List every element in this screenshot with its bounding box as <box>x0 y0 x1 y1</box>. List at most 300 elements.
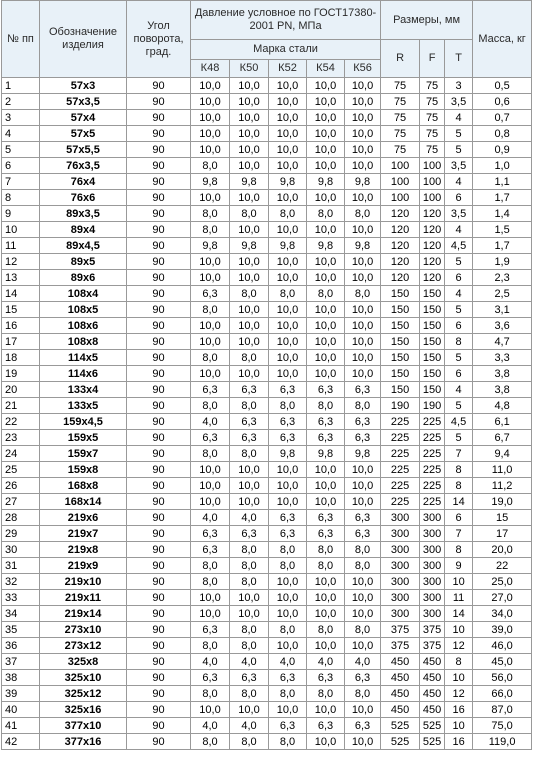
cell-dim-r: 75 <box>381 126 420 142</box>
cell-dim-f: 75 <box>420 94 445 110</box>
cell-k54: 8,0 <box>307 286 345 302</box>
cell-designation: 89х5 <box>40 254 127 270</box>
table-row <box>2 734 532 750</box>
cell-k56: 6,3 <box>345 414 381 430</box>
cell-dim-f: 225 <box>420 494 445 510</box>
cell-mass: 56,0 <box>473 670 532 686</box>
cell-k50: 10,0 <box>230 126 269 142</box>
cell-mass: 17 <box>473 526 532 542</box>
cell-k54: 10,0 <box>307 126 345 142</box>
cell-k56: 10,0 <box>345 158 381 174</box>
cell-dim-f: 300 <box>420 558 445 574</box>
cell-k50: 8,0 <box>230 446 269 462</box>
cell-k48: 4,0 <box>191 510 230 526</box>
cell-designation: 219х6 <box>40 510 127 526</box>
cell-dim-t: 8 <box>445 542 473 558</box>
cell-k52: 10,0 <box>269 350 307 366</box>
cell-dim-f: 375 <box>420 638 445 654</box>
cell-dim-t: 4 <box>445 222 473 238</box>
table-header <box>2 1 532 78</box>
cell-mass: 27,0 <box>473 590 532 606</box>
cell-dim-t: 9 <box>445 558 473 574</box>
cell-angle: 90 <box>127 686 191 702</box>
cell-dim-r: 150 <box>381 366 420 382</box>
cell-dim-r: 75 <box>381 78 420 94</box>
cell-k48: 8,0 <box>191 302 230 318</box>
cell-num: 9 <box>2 206 40 222</box>
cell-angle: 90 <box>127 590 191 606</box>
cell-k54: 10,0 <box>307 78 345 94</box>
cell-mass: 3,3 <box>473 350 532 366</box>
cell-dim-f: 375 <box>420 622 445 638</box>
cell-k56: 8,0 <box>345 558 381 574</box>
cell-dim-r: 450 <box>381 670 420 686</box>
cell-k54: 9,8 <box>307 238 345 254</box>
cell-k54: 10,0 <box>307 478 345 494</box>
cell-k50: 4,0 <box>230 718 269 734</box>
cell-dim-t: 5 <box>445 142 473 158</box>
cell-k48: 8,0 <box>191 206 230 222</box>
cell-k54: 9,8 <box>307 174 345 190</box>
cell-k56: 9,8 <box>345 446 381 462</box>
cell-k56: 8,0 <box>345 542 381 558</box>
cell-num: 7 <box>2 174 40 190</box>
cell-k52: 8,0 <box>269 542 307 558</box>
cell-num: 1 <box>2 78 40 94</box>
cell-dim-t: 4,5 <box>445 414 473 430</box>
cell-k50: 10,0 <box>230 302 269 318</box>
cell-dim-f: 75 <box>420 78 445 94</box>
cell-k52: 8,0 <box>269 622 307 638</box>
cell-mass: 87,0 <box>473 702 532 718</box>
cell-angle: 90 <box>127 350 191 366</box>
cell-k52: 10,0 <box>269 254 307 270</box>
cell-dim-t: 6 <box>445 190 473 206</box>
cell-k50: 10,0 <box>230 590 269 606</box>
cell-designation: 168х14 <box>40 494 127 510</box>
cell-angle: 90 <box>127 430 191 446</box>
cell-dim-f: 450 <box>420 670 445 686</box>
table-row <box>2 190 532 206</box>
cell-dim-f: 225 <box>420 462 445 478</box>
cell-k54: 8,0 <box>307 206 345 222</box>
cell-k54: 10,0 <box>307 190 345 206</box>
cell-k54: 10,0 <box>307 302 345 318</box>
cell-dim-f: 150 <box>420 366 445 382</box>
cell-dim-r: 75 <box>381 142 420 158</box>
cell-dim-f: 450 <box>420 702 445 718</box>
cell-num: 10 <box>2 222 40 238</box>
cell-k52: 10,0 <box>269 302 307 318</box>
cell-dim-f: 75 <box>420 142 445 158</box>
cell-dim-f: 75 <box>420 110 445 126</box>
cell-dim-t: 6 <box>445 366 473 382</box>
cell-mass: 3,6 <box>473 318 532 334</box>
cell-k48: 6,3 <box>191 542 230 558</box>
cell-num: 26 <box>2 478 40 494</box>
cell-k52: 8,0 <box>269 286 307 302</box>
cell-k54: 10,0 <box>307 222 345 238</box>
cell-k52: 10,0 <box>269 110 307 126</box>
cell-k56: 8,0 <box>345 286 381 302</box>
cell-k52: 8,0 <box>269 558 307 574</box>
cell-angle: 90 <box>127 190 191 206</box>
header-steel-grade: Марка стали <box>191 40 381 60</box>
cell-dim-t: 6 <box>445 510 473 526</box>
cell-num: 23 <box>2 430 40 446</box>
cell-k50: 10,0 <box>230 158 269 174</box>
cell-num: 11 <box>2 238 40 254</box>
cell-k48: 8,0 <box>191 158 230 174</box>
cell-k56: 10,0 <box>345 606 381 622</box>
cell-dim-t: 14 <box>445 606 473 622</box>
cell-dim-t: 8 <box>445 462 473 478</box>
cell-angle: 90 <box>127 270 191 286</box>
table-row <box>2 462 532 478</box>
cell-k50: 6,3 <box>230 430 269 446</box>
header-angle: Угол поворота, град. <box>127 1 191 78</box>
cell-designation: 377х16 <box>40 734 127 750</box>
table-row <box>2 142 532 158</box>
cell-k48: 10,0 <box>191 254 230 270</box>
cell-dim-f: 450 <box>420 686 445 702</box>
cell-k48: 6,3 <box>191 430 230 446</box>
cell-k52: 8,0 <box>269 206 307 222</box>
cell-num: 18 <box>2 350 40 366</box>
cell-k50: 9,8 <box>230 238 269 254</box>
cell-k52: 10,0 <box>269 478 307 494</box>
table-row <box>2 382 532 398</box>
cell-dim-r: 150 <box>381 286 420 302</box>
table-row <box>2 526 532 542</box>
cell-designation: 159х4,5 <box>40 414 127 430</box>
cell-k56: 6,3 <box>345 382 381 398</box>
cell-k52: 6,3 <box>269 718 307 734</box>
cell-dim-r: 300 <box>381 574 420 590</box>
cell-dim-t: 12 <box>445 638 473 654</box>
cell-designation: 76х6 <box>40 190 127 206</box>
cell-k48: 8,0 <box>191 446 230 462</box>
cell-dim-f: 225 <box>420 478 445 494</box>
cell-designation: 273х10 <box>40 622 127 638</box>
cell-k54: 6,3 <box>307 718 345 734</box>
cell-k48: 10,0 <box>191 78 230 94</box>
cell-dim-t: 10 <box>445 574 473 590</box>
header-steel-k50: К50 <box>230 60 269 78</box>
cell-k54: 10,0 <box>307 638 345 654</box>
cell-dim-r: 75 <box>381 94 420 110</box>
cell-dim-r: 120 <box>381 238 420 254</box>
table-row <box>2 366 532 382</box>
cell-k50: 10,0 <box>230 462 269 478</box>
cell-k56: 6,3 <box>345 718 381 734</box>
cell-k52: 10,0 <box>269 702 307 718</box>
cell-dim-t: 8 <box>445 334 473 350</box>
cell-k50: 8,0 <box>230 622 269 638</box>
cell-dim-r: 120 <box>381 222 420 238</box>
cell-k52: 10,0 <box>269 94 307 110</box>
cell-k56: 4,0 <box>345 654 381 670</box>
header-dim-f: F <box>420 40 445 78</box>
cell-designation: 108х8 <box>40 334 127 350</box>
cell-k48: 8,0 <box>191 222 230 238</box>
cell-num: 12 <box>2 254 40 270</box>
cell-dim-f: 300 <box>420 526 445 542</box>
cell-angle: 90 <box>127 254 191 270</box>
cell-k50: 10,0 <box>230 606 269 622</box>
cell-mass: 19,0 <box>473 494 532 510</box>
cell-k54: 8,0 <box>307 398 345 414</box>
cell-k54: 8,0 <box>307 686 345 702</box>
cell-angle: 90 <box>127 654 191 670</box>
cell-k50: 10,0 <box>230 366 269 382</box>
cell-angle: 90 <box>127 414 191 430</box>
cell-k54: 10,0 <box>307 142 345 158</box>
cell-dim-t: 4,5 <box>445 238 473 254</box>
cell-designation: 57х4 <box>40 110 127 126</box>
header-pressure: Давление условное по ГОСТ17380-2001 PN, МПа <box>191 1 381 40</box>
cell-k52: 10,0 <box>269 190 307 206</box>
cell-angle: 90 <box>127 238 191 254</box>
cell-designation: 159х5 <box>40 430 127 446</box>
cell-k52: 10,0 <box>269 590 307 606</box>
cell-k52: 10,0 <box>269 574 307 590</box>
cell-mass: 1,7 <box>473 190 532 206</box>
cell-dim-r: 525 <box>381 734 420 750</box>
cell-k48: 10,0 <box>191 494 230 510</box>
cell-dim-r: 225 <box>381 462 420 478</box>
cell-k54: 6,3 <box>307 430 345 446</box>
cell-k54: 10,0 <box>307 494 345 510</box>
cell-dim-f: 120 <box>420 222 445 238</box>
cell-num: 35 <box>2 622 40 638</box>
cell-mass: 119,0 <box>473 734 532 750</box>
cell-num: 4 <box>2 126 40 142</box>
cell-k48: 6,3 <box>191 526 230 542</box>
cell-num: 33 <box>2 590 40 606</box>
cell-designation: 219х9 <box>40 558 127 574</box>
cell-dim-r: 150 <box>381 350 420 366</box>
table-row <box>2 254 532 270</box>
cell-k50: 10,0 <box>230 334 269 350</box>
table-row <box>2 542 532 558</box>
cell-k48: 6,3 <box>191 286 230 302</box>
cell-k48: 10,0 <box>191 366 230 382</box>
cell-k50: 4,0 <box>230 654 269 670</box>
cell-k52: 8,0 <box>269 398 307 414</box>
cell-angle: 90 <box>127 78 191 94</box>
cell-dim-t: 8 <box>445 654 473 670</box>
table-row <box>2 446 532 462</box>
cell-k48: 8,0 <box>191 558 230 574</box>
cell-k52: 10,0 <box>269 494 307 510</box>
cell-num: 27 <box>2 494 40 510</box>
cell-k52: 10,0 <box>269 78 307 94</box>
cell-dim-f: 150 <box>420 286 445 302</box>
cell-num: 2 <box>2 94 40 110</box>
cell-k52: 8,0 <box>269 686 307 702</box>
cell-angle: 90 <box>127 334 191 350</box>
cell-dim-t: 14 <box>445 494 473 510</box>
cell-k56: 6,3 <box>345 670 381 686</box>
cell-dim-f: 150 <box>420 350 445 366</box>
cell-k48: 10,0 <box>191 190 230 206</box>
cell-dim-f: 150 <box>420 302 445 318</box>
cell-mass: 3,8 <box>473 382 532 398</box>
cell-mass: 1,7 <box>473 238 532 254</box>
cell-angle: 90 <box>127 670 191 686</box>
table-row <box>2 350 532 366</box>
cell-k48: 8,0 <box>191 734 230 750</box>
cell-k56: 10,0 <box>345 366 381 382</box>
cell-dim-r: 75 <box>381 110 420 126</box>
cell-k56: 8,0 <box>345 398 381 414</box>
cell-designation: 219х10 <box>40 574 127 590</box>
cell-designation: 89х3,5 <box>40 206 127 222</box>
table-row <box>2 302 532 318</box>
cell-k48: 10,0 <box>191 318 230 334</box>
cell-num: 21 <box>2 398 40 414</box>
cell-angle: 90 <box>127 174 191 190</box>
cell-angle: 90 <box>127 398 191 414</box>
cell-mass: 1,0 <box>473 158 532 174</box>
cell-k50: 10,0 <box>230 94 269 110</box>
cell-angle: 90 <box>127 574 191 590</box>
cell-dim-r: 100 <box>381 158 420 174</box>
cell-num: 20 <box>2 382 40 398</box>
cell-angle: 90 <box>127 494 191 510</box>
cell-angle: 90 <box>127 622 191 638</box>
header-steel-k48: К48 <box>191 60 230 78</box>
cell-k56: 6,3 <box>345 510 381 526</box>
cell-designation: 325х12 <box>40 686 127 702</box>
cell-num: 28 <box>2 510 40 526</box>
cell-designation: 273х12 <box>40 638 127 654</box>
cell-k48: 10,0 <box>191 702 230 718</box>
cell-dim-t: 10 <box>445 622 473 638</box>
cell-k50: 8,0 <box>230 686 269 702</box>
cell-dim-f: 300 <box>420 606 445 622</box>
table-row <box>2 126 532 142</box>
cell-mass: 1,5 <box>473 222 532 238</box>
cell-designation: 377х10 <box>40 718 127 734</box>
cell-designation: 325х8 <box>40 654 127 670</box>
cell-mass: 4,8 <box>473 398 532 414</box>
cell-k50: 10,0 <box>230 494 269 510</box>
cell-mass: 11,0 <box>473 462 532 478</box>
cell-mass: 46,0 <box>473 638 532 654</box>
table-row <box>2 414 532 430</box>
cell-num: 17 <box>2 334 40 350</box>
cell-angle: 90 <box>127 734 191 750</box>
table-row <box>2 478 532 494</box>
cell-k48: 8,0 <box>191 686 230 702</box>
cell-dim-f: 120 <box>420 254 445 270</box>
cell-k56: 6,3 <box>345 526 381 542</box>
cell-k52: 6,3 <box>269 510 307 526</box>
cell-k48: 10,0 <box>191 462 230 478</box>
table-row <box>2 206 532 222</box>
cell-angle: 90 <box>127 318 191 334</box>
table-row <box>2 638 532 654</box>
cell-k56: 10,0 <box>345 702 381 718</box>
cell-dim-f: 150 <box>420 318 445 334</box>
cell-num: 40 <box>2 702 40 718</box>
cell-num: 42 <box>2 734 40 750</box>
cell-num: 8 <box>2 190 40 206</box>
cell-angle: 90 <box>127 718 191 734</box>
cell-k52: 10,0 <box>269 318 307 334</box>
cell-dim-f: 225 <box>420 414 445 430</box>
table-row <box>2 398 532 414</box>
cell-k56: 10,0 <box>345 734 381 750</box>
cell-k50: 10,0 <box>230 142 269 158</box>
cell-dim-t: 4 <box>445 286 473 302</box>
cell-dim-r: 450 <box>381 702 420 718</box>
cell-k54: 10,0 <box>307 110 345 126</box>
cell-angle: 90 <box>127 286 191 302</box>
cell-angle: 90 <box>127 606 191 622</box>
cell-num: 25 <box>2 462 40 478</box>
cell-k48: 10,0 <box>191 334 230 350</box>
cell-k50: 8,0 <box>230 398 269 414</box>
cell-designation: 57х3,5 <box>40 94 127 110</box>
cell-k50: 9,8 <box>230 174 269 190</box>
cell-k54: 6,3 <box>307 414 345 430</box>
cell-k52: 10,0 <box>269 462 307 478</box>
cell-mass: 1,1 <box>473 174 532 190</box>
cell-dim-f: 120 <box>420 206 445 222</box>
cell-dim-t: 5 <box>445 398 473 414</box>
cell-k50: 8,0 <box>230 542 269 558</box>
cell-dim-r: 300 <box>381 558 420 574</box>
cell-k54: 9,8 <box>307 446 345 462</box>
cell-dim-t: 4 <box>445 174 473 190</box>
cell-designation: 325х10 <box>40 670 127 686</box>
cell-dim-f: 120 <box>420 270 445 286</box>
cell-dim-t: 3,5 <box>445 206 473 222</box>
cell-mass: 4,7 <box>473 334 532 350</box>
cell-k48: 8,0 <box>191 638 230 654</box>
header-steel-k52: К52 <box>269 60 307 78</box>
table-row <box>2 270 532 286</box>
header-mass: Масса, кг <box>473 1 532 78</box>
cell-k48: 8,0 <box>191 574 230 590</box>
cell-designation: 114х5 <box>40 350 127 366</box>
table-row <box>2 654 532 670</box>
cell-dim-f: 100 <box>420 190 445 206</box>
cell-dim-r: 150 <box>381 302 420 318</box>
cell-dim-f: 120 <box>420 238 445 254</box>
cell-k50: 8,0 <box>230 638 269 654</box>
cell-dim-f: 225 <box>420 430 445 446</box>
cell-num: 34 <box>2 606 40 622</box>
cell-mass: 9,4 <box>473 446 532 462</box>
table-row <box>2 174 532 190</box>
cell-angle: 90 <box>127 222 191 238</box>
header-dim-t: T <box>445 40 473 78</box>
cell-k56: 10,0 <box>345 350 381 366</box>
cell-k52: 9,8 <box>269 238 307 254</box>
cell-k50: 10,0 <box>230 270 269 286</box>
cell-k56: 10,0 <box>345 590 381 606</box>
cell-designation: 219х14 <box>40 606 127 622</box>
cell-dim-r: 100 <box>381 190 420 206</box>
table-row <box>2 286 532 302</box>
cell-k54: 10,0 <box>307 574 345 590</box>
cell-mass: 34,0 <box>473 606 532 622</box>
cell-mass: 11,2 <box>473 478 532 494</box>
